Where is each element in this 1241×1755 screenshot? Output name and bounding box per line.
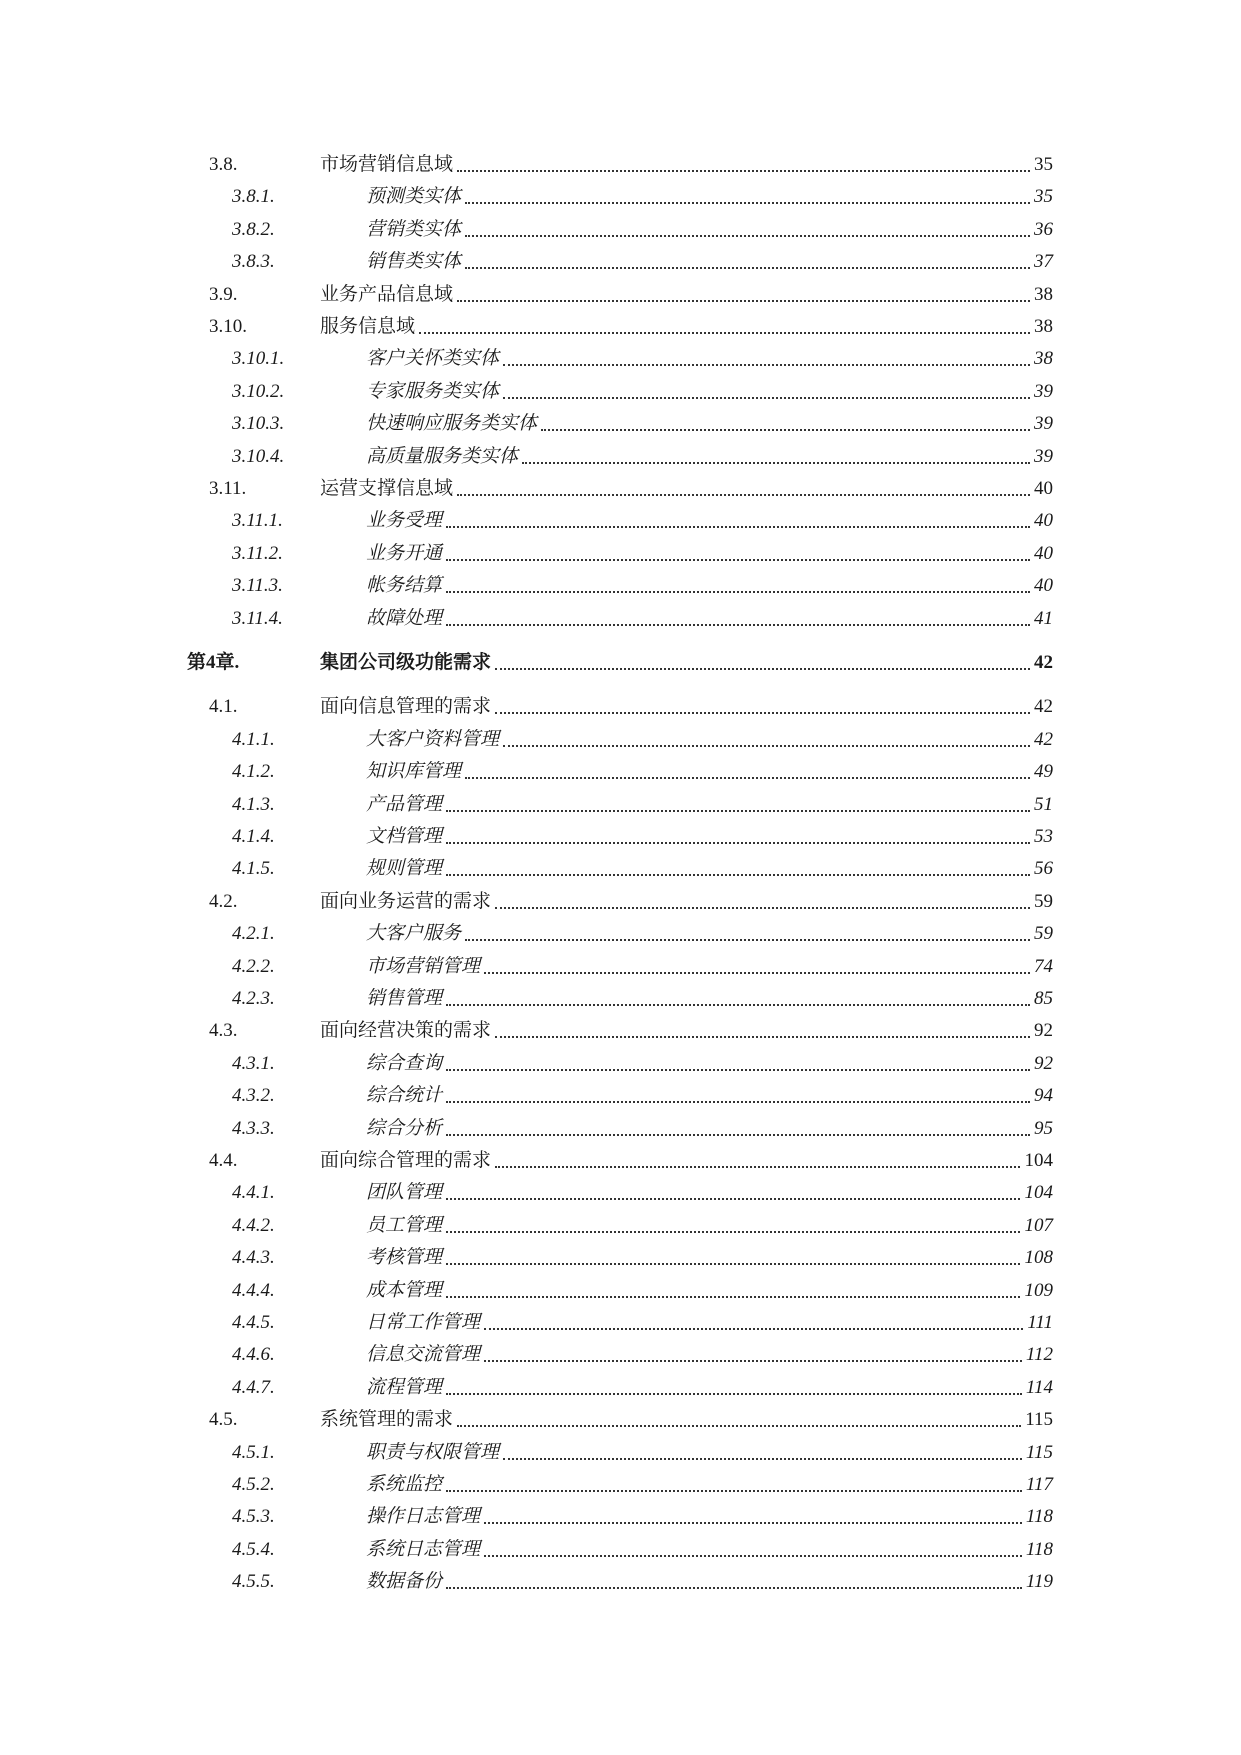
toc-dot-leader: [419, 332, 1030, 334]
toc-dot-leader: [495, 668, 1030, 670]
toc-entry-number: 4.4.2.: [232, 1214, 275, 1236]
toc-dot-leader: [465, 267, 1030, 269]
toc-entry-title: 故障处理: [366, 607, 443, 629]
toc-entry[interactable]: [0, 280, 1053, 310]
toc-entry-title: 面向业务运营的需求: [320, 890, 492, 912]
toc-dot-leader: [495, 712, 1030, 714]
toc-dot-leader: [484, 1360, 1022, 1362]
toc-dot-leader: [446, 1231, 1020, 1233]
toc-dot-leader: [484, 1328, 1023, 1330]
toc-entry-page-number: 40: [1034, 510, 1053, 532]
toc-entry[interactable]: [0, 1438, 1053, 1468]
toc-entry-number: 4.5.2.: [232, 1474, 275, 1495]
toc-dot-leader: [446, 810, 1030, 812]
toc-entry[interactable]: [0, 539, 1053, 569]
toc-entry-title: 操作日志管理: [366, 1506, 481, 1528]
toc-entry-title: 面向信息管理的需求: [320, 696, 492, 718]
toc-entry-title: 市场营销信息域: [320, 154, 454, 175]
toc-dot-leader: [541, 429, 1030, 431]
toc-entry-page-number: 37: [1034, 251, 1053, 273]
toc-entry-title: 销售管理: [366, 988, 443, 1009]
toc-entry-number: 4.2.: [209, 890, 238, 912]
toc-entry-number: 4.2.2.: [232, 955, 275, 977]
toc-entry-title: 产品管理: [366, 793, 443, 815]
toc-entry-title: 高质量服务类实体: [366, 445, 519, 467]
toc-entry[interactable]: [0, 1340, 1053, 1370]
toc-entry-page-number: 42: [1034, 728, 1053, 750]
toc-entry-number: 4.4.4.: [232, 1279, 275, 1301]
toc-entry-page-number: 39: [1034, 380, 1053, 402]
toc-dot-leader: [457, 1425, 1021, 1427]
toc-entry[interactable]: [0, 150, 1053, 180]
toc-entry-number: 3.10.: [209, 316, 247, 337]
toc-entry-number: 4.1.3.: [232, 793, 275, 815]
toc-dot-leader: [495, 1036, 1030, 1038]
toc-entry-title: 预测类实体: [366, 186, 462, 208]
toc-dot-leader: [446, 591, 1030, 593]
toc-entry[interactable]: [0, 182, 1053, 212]
toc-entry-title: 业务产品信息域: [320, 283, 454, 305]
toc-entry[interactable]: [0, 725, 1053, 755]
toc-entry-number: 4.5.4.: [232, 1538, 275, 1560]
toc-entry-page-number: 111: [1027, 1312, 1053, 1333]
toc-entry-number: 3.11.: [209, 478, 247, 499]
toc-entry-number: 3.11.3.: [232, 575, 283, 597]
toc-entry[interactable]: [0, 1535, 1053, 1565]
toc-entry-number: 第4章.: [187, 652, 240, 673]
toc-entry[interactable]: [0, 1243, 1053, 1273]
toc-entry[interactable]: [0, 1373, 1053, 1403]
toc-entry-title: 专家服务类实体: [366, 380, 500, 402]
toc-entry[interactable]: [0, 506, 1053, 536]
toc-entry[interactable]: [0, 1049, 1053, 1079]
toc-entry[interactable]: [0, 1502, 1053, 1532]
toc-dot-leader: [446, 1296, 1020, 1298]
toc-entry-number: 3.10.4.: [232, 445, 285, 467]
toc-entry-title: 面向综合管理的需求: [320, 1150, 492, 1171]
toc-dot-leader: [484, 1522, 1022, 1524]
toc-entry-page-number: 117: [1025, 1474, 1053, 1495]
toc-dot-leader: [465, 202, 1030, 204]
toc-entry-title: 信息交流管理: [366, 1344, 481, 1366]
toc-entry-page-number: 36: [1034, 218, 1053, 240]
toc-entry-number: 4.5.1.: [232, 1441, 275, 1463]
toc-entry[interactable]: [0, 919, 1053, 949]
toc-entry-page-number: 112: [1025, 1344, 1053, 1366]
toc-entry-page-number: 92: [1034, 1020, 1053, 1042]
toc-entry[interactable]: [0, 1405, 1053, 1435]
toc-entry-number: 3.9.: [209, 283, 238, 305]
toc-entry-page-number: 41: [1034, 607, 1053, 629]
toc-chapter-entry[interactable]: [0, 648, 1053, 678]
toc-entry-page-number: 94: [1034, 1085, 1053, 1107]
toc-dot-leader: [503, 745, 1030, 747]
toc-entry-number: 3.11.2.: [232, 542, 283, 564]
toc-entry-page-number: 40: [1034, 478, 1053, 499]
toc-dot-leader: [495, 1166, 1020, 1168]
toc-entry-title: 销售类实体: [366, 251, 462, 273]
toc-dot-leader: [465, 939, 1030, 941]
toc-entry-number: 3.8.2.: [232, 218, 275, 240]
toc-dot-leader: [446, 1490, 1022, 1492]
toc-entry[interactable]: [0, 1567, 1053, 1597]
toc-entry-title: 综合查询: [366, 1052, 443, 1074]
toc-entry-title: 大客户服务: [366, 923, 462, 945]
toc-dot-leader: [495, 907, 1030, 909]
toc-entry[interactable]: [0, 887, 1053, 917]
toc-entry-page-number: 39: [1034, 445, 1053, 467]
toc-entry-title: 市场营销管理: [366, 955, 481, 977]
toc-entry-title: 综合统计: [366, 1085, 443, 1107]
toc-entry[interactable]: [0, 604, 1053, 634]
toc-entry-title: 大客户资料管理: [366, 728, 500, 750]
toc-entry-number: 4.5.: [209, 1409, 238, 1431]
toc-entry-page-number: 38: [1034, 348, 1053, 370]
toc-entry-page-number: 108: [1024, 1247, 1053, 1269]
toc-dot-leader: [457, 494, 1030, 496]
toc-entry[interactable]: [0, 757, 1053, 787]
toc-entry-number: 4.1.5.: [232, 858, 275, 880]
toc-entry-page-number: 115: [1025, 1409, 1053, 1431]
toc-entry-page-number: 92: [1034, 1052, 1053, 1074]
toc-entry-page-number: 56: [1034, 858, 1053, 880]
toc-entry-title: 运营支撑信息域: [320, 478, 454, 499]
toc-entry-page-number: 109: [1024, 1279, 1053, 1301]
toc-entry-number: 4.4.: [209, 1150, 238, 1171]
toc-entry[interactable]: [0, 474, 1053, 504]
toc-entry-number: 3.8.: [209, 154, 238, 175]
toc-entry-page-number: 35: [1034, 154, 1053, 175]
toc-entry[interactable]: [0, 1470, 1053, 1500]
toc-dot-leader: [446, 1587, 1022, 1589]
toc-dot-leader: [457, 170, 1030, 172]
toc-entry-page-number: 53: [1034, 826, 1053, 847]
toc-entry-title: 成本管理: [366, 1279, 443, 1301]
toc-entry-page-number: 59: [1034, 890, 1053, 912]
toc-entry[interactable]: [0, 1211, 1053, 1241]
toc-entry-number: 4.3.2.: [232, 1085, 275, 1107]
toc-entry-number: 4.5.3.: [232, 1506, 275, 1528]
toc-entry-number: 3.8.3.: [232, 251, 275, 273]
toc-entry[interactable]: [0, 1081, 1053, 1111]
toc-entry-title: 数据备份: [366, 1571, 443, 1593]
toc-entry-page-number: 42: [1034, 652, 1053, 673]
toc-entry-page-number: 42: [1034, 696, 1053, 718]
toc-entry-page-number: 59: [1034, 923, 1053, 945]
toc-entry-title: 团队管理: [366, 1182, 443, 1204]
toc-entry[interactable]: [0, 1276, 1053, 1306]
toc-entry-title: 营销类实体: [366, 218, 462, 240]
toc-entry[interactable]: [0, 377, 1053, 407]
toc-entry-page-number: 74: [1034, 955, 1053, 977]
toc-dot-leader: [446, 1393, 1022, 1395]
toc-entry-title: 系统日志管理: [366, 1538, 481, 1560]
toc-entry[interactable]: [0, 215, 1053, 245]
toc-dot-leader: [503, 397, 1030, 399]
toc-entry-number: 3.11.4.: [232, 607, 283, 629]
toc-entry-page-number: 115: [1025, 1441, 1053, 1463]
toc-entry-title: 客户关怀类实体: [366, 348, 500, 370]
toc-entry-page-number: 35: [1034, 186, 1053, 208]
toc-dot-leader: [446, 1263, 1020, 1265]
toc-entry[interactable]: [0, 1114, 1053, 1144]
toc-entry-title: 文档管理: [366, 826, 443, 847]
toc-entry[interactable]: [0, 854, 1053, 884]
toc-entry-title: 员工管理: [366, 1214, 443, 1236]
toc-dot-leader: [465, 777, 1030, 779]
toc-entry-number: 4.4.1.: [232, 1182, 275, 1204]
toc-dot-leader: [484, 972, 1030, 974]
toc-dot-leader: [446, 1004, 1030, 1006]
toc-entry-page-number: 95: [1034, 1117, 1053, 1139]
toc-entry-number: 4.3.: [209, 1020, 238, 1042]
toc-dot-leader: [484, 1555, 1022, 1557]
toc-entry-page-number: 107: [1024, 1214, 1053, 1236]
toc-entry-title: 综合分析: [366, 1117, 443, 1139]
toc-entry-page-number: 114: [1025, 1376, 1053, 1398]
toc-entry-page-number: 40: [1034, 542, 1053, 564]
toc-entry-title: 集团公司级功能需求: [320, 652, 492, 673]
toc-entry-title: 业务受理: [366, 510, 443, 532]
toc-dot-leader: [446, 874, 1030, 876]
toc-dot-leader: [522, 462, 1030, 464]
toc-entry[interactable]: [0, 692, 1053, 722]
toc-entry-title: 快速响应服务类实体: [366, 413, 538, 435]
toc-entry-page-number: 38: [1034, 316, 1053, 337]
toc-entry-title: 日常工作管理: [366, 1312, 481, 1333]
toc-entry-title: 帐务结算: [366, 575, 443, 597]
toc-entry-number: 3.10.2.: [232, 380, 285, 402]
toc-dot-leader: [446, 1069, 1030, 1071]
toc-entry-number: 4.1.4.: [232, 826, 275, 847]
toc-entry-page-number: 51: [1034, 793, 1053, 815]
toc-entry[interactable]: [0, 344, 1053, 374]
toc-entry-page-number: 38: [1034, 283, 1053, 305]
toc-entry-title: 规则管理: [366, 858, 443, 880]
toc-entry-number: 3.11.1.: [232, 510, 283, 532]
toc-entry[interactable]: [0, 1146, 1053, 1176]
toc-entry[interactable]: [0, 409, 1053, 439]
toc-entry[interactable]: [0, 247, 1053, 277]
toc-entry-title: 流程管理: [366, 1376, 443, 1398]
toc-dot-leader: [446, 526, 1030, 528]
toc-dot-leader: [446, 1101, 1030, 1103]
toc-entry-number: 4.1.2.: [232, 761, 275, 783]
toc-entry-title: 业务开通: [366, 542, 443, 564]
toc-entry-number: 3.8.1.: [232, 186, 275, 208]
toc-entry-number: 4.3.3.: [232, 1117, 275, 1139]
toc-entry-title: 知识库管理: [366, 761, 462, 783]
toc-entry-page-number: 49: [1034, 761, 1053, 783]
toc-dot-leader: [446, 842, 1030, 844]
toc-entry-title: 职责与权限管理: [366, 1441, 500, 1463]
toc-entry-page-number: 118: [1025, 1506, 1053, 1528]
toc-dot-leader: [503, 1458, 1022, 1460]
toc-entry[interactable]: [0, 790, 1053, 820]
toc-dot-leader: [446, 1198, 1020, 1200]
toc-entry[interactable]: [0, 571, 1053, 601]
toc-entry[interactable]: [0, 1016, 1053, 1046]
toc-entry-number: 4.3.1.: [232, 1052, 275, 1074]
toc-entry-page-number: 119: [1025, 1571, 1053, 1593]
toc-entry-title: 服务信息域: [320, 316, 416, 337]
toc-entry-title: 面向经营决策的需求: [320, 1020, 492, 1042]
toc-entry-title: 考核管理: [366, 1247, 443, 1269]
toc-entry[interactable]: [0, 442, 1053, 472]
toc-dot-leader: [446, 559, 1030, 561]
toc-entry-page-number: 40: [1034, 575, 1053, 597]
toc-entry[interactable]: [0, 822, 1053, 852]
toc-dot-leader: [465, 235, 1030, 237]
toc-entry[interactable]: [0, 952, 1053, 982]
toc-entry[interactable]: [0, 984, 1053, 1014]
toc-entry-page-number: 104: [1024, 1150, 1053, 1171]
toc-entry-number: 4.4.7.: [232, 1376, 275, 1398]
toc-entry-number: 4.2.1.: [232, 923, 275, 945]
toc-entry-number: 4.2.3.: [232, 988, 275, 1009]
toc-entry-page-number: 104: [1024, 1182, 1053, 1204]
toc-entry-number: 3.10.3.: [232, 413, 285, 435]
toc-entry[interactable]: [0, 1308, 1053, 1338]
toc-entry-number: 4.4.5.: [232, 1312, 275, 1333]
toc-entry-page-number: 39: [1034, 413, 1053, 435]
toc-dot-leader: [446, 624, 1030, 626]
toc-entry-page-number: 118: [1025, 1538, 1053, 1560]
toc-entry-number: 4.4.6.: [232, 1344, 275, 1366]
toc-entry-title: 系统监控: [366, 1474, 443, 1495]
toc-entry[interactable]: [0, 1178, 1053, 1208]
toc-entry[interactable]: [0, 312, 1053, 342]
toc-entry-number: 3.10.1.: [232, 348, 285, 370]
toc-entry-title: 系统管理的需求: [320, 1409, 454, 1431]
toc-entry-page-number: 85: [1034, 988, 1053, 1009]
toc-entry-number: 4.4.3.: [232, 1247, 275, 1269]
toc-dot-leader: [503, 364, 1030, 366]
toc-entry-number: 4.1.: [209, 696, 238, 718]
toc-dot-leader: [457, 300, 1030, 302]
toc-dot-leader: [446, 1134, 1030, 1136]
toc-entry-number: 4.5.5.: [232, 1571, 275, 1593]
toc-entry-number: 4.1.1.: [232, 728, 275, 750]
